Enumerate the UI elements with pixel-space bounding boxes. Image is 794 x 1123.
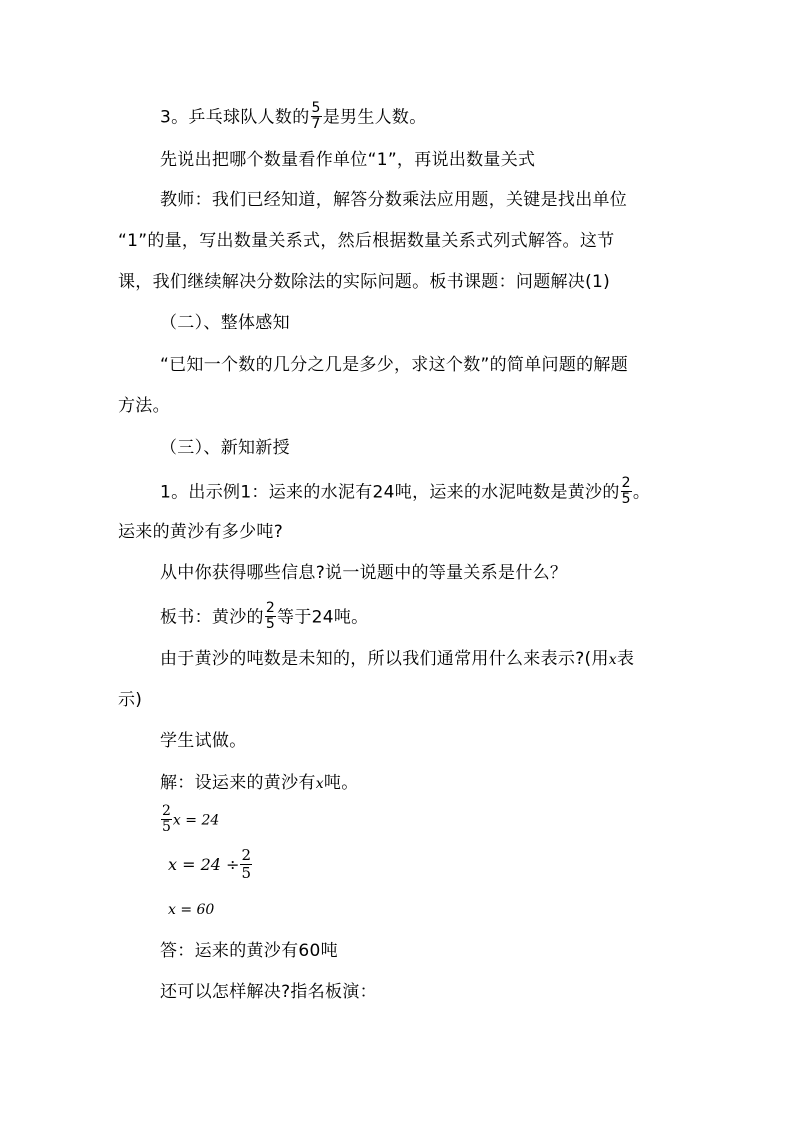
line-teacher-cont-1: “1”的量，写出数量关系式，然后根据数量关系式列式解答。这节 (118, 231, 615, 251)
variable-x: x (315, 776, 324, 792)
line-teacher-cont-2: 课，我们继续解决分数除法的实际问题。板书课题：问题解决(1) (118, 272, 611, 292)
equation-text: x = 24 (172, 812, 220, 829)
text: 等于24吨。 (277, 607, 369, 628)
line-known-fraction: “已知一个数的几分之几是多少，求这个数”的简单问题的解题 (160, 355, 629, 375)
line-unit-one: 先说出把哪个数量看作单位“1”，再说出数量关式 (160, 150, 536, 170)
line-students-try: 学生试做。 (160, 731, 247, 751)
line-board (160, 602, 368, 633)
text: 由于黄沙的吨数是未知的，所以我们通常用什么来表示?(用 (160, 649, 609, 669)
fraction-2-5: $\frac{2}{5}$ (621, 475, 631, 507)
line-unknown-cont: 示) (118, 690, 143, 710)
line-example-1 (160, 477, 650, 508)
fraction-2-5: $\frac{2}{5}$ (241, 846, 251, 882)
equation-text: x = 24 ÷ (168, 855, 240, 874)
fraction-2-5: $\frac{2}{5}$ (265, 600, 276, 632)
text: 1。出示例1：运来的水泥有24吨，运来的水泥吨数是黄沙的 (160, 482, 620, 503)
text: 吨。 (323, 773, 359, 793)
section-heading-new: （三）、新知新授 (160, 438, 290, 458)
line-info: 从中你获得哪些信息?说一说题中的等量关系是什么？ (160, 563, 568, 583)
line-method: 方法。 (118, 396, 170, 416)
fraction-2-5: $\frac{2}{5}$ (162, 803, 171, 835)
text: 。 (632, 482, 651, 503)
equation-3: x = 60 (168, 902, 215, 918)
variable-x: x (608, 652, 617, 668)
section-heading-overall: （二）、整体感知 (160, 313, 290, 333)
line-answer: 答：运来的黄沙有60吨 (160, 941, 338, 961)
line-teacher: 教师：我们已经知道，解答分数乘法应用题，关键是找出单位 (160, 190, 628, 210)
text: 3。乒乓球队人数的 (160, 107, 310, 128)
text: 是男生人数。 (322, 107, 427, 128)
fraction-5-7: $\frac{5}{7}$ (311, 100, 321, 132)
line-other-ways: 还可以怎样解决?指名板演： (160, 982, 377, 1002)
equation-1 (160, 805, 219, 836)
equation-2 (168, 848, 253, 883)
text: 解：设运来的黄沙有 (160, 773, 316, 793)
line-solution (160, 771, 359, 796)
text: 表 (616, 649, 635, 669)
text: 板书：黄沙的 (160, 607, 264, 628)
line-pingpong (160, 102, 427, 133)
line-question: 运来的黄沙有多少吨? (118, 522, 284, 542)
line-unknown (160, 647, 634, 672)
